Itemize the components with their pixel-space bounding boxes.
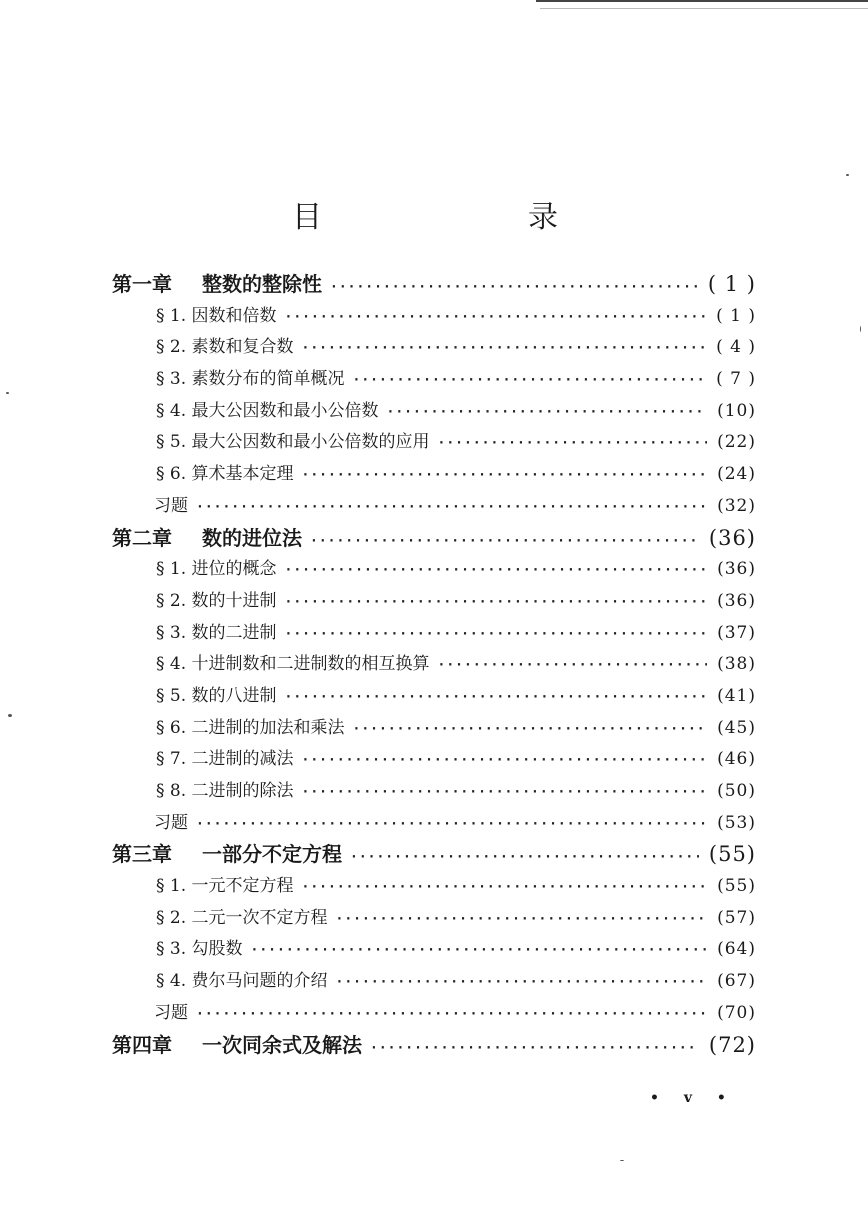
table-of-contents	[112, 269, 756, 1061]
toc-page-number: (38)	[717, 654, 756, 675]
toc-section-row	[112, 649, 756, 681]
toc-section-row	[112, 554, 756, 586]
toc-section-row	[112, 966, 756, 998]
toc-page-number: (22)	[717, 432, 756, 453]
dot-leader	[353, 365, 707, 397]
toc-entry-title: § 2. 二元一次不定方程	[156, 907, 328, 928]
dot-leader	[285, 587, 708, 619]
toc-entry-title: 习题	[154, 1002, 188, 1023]
toc-page-number: (57)	[717, 907, 756, 928]
toc-section-row	[112, 681, 756, 713]
toc-page-number: (55)	[717, 876, 756, 897]
toc-chapter-row	[112, 523, 756, 555]
page-title: 目 录	[292, 200, 646, 235]
toc-page-number: (72)	[708, 1032, 756, 1057]
scan-speck	[6, 392, 9, 394]
dot-leader	[302, 745, 708, 777]
toc-exercise-row	[112, 491, 756, 523]
toc-entry-title: § 3. 素数分布的简单概况	[156, 369, 345, 390]
toc-page-number: (53)	[717, 812, 756, 833]
dot-leader	[353, 714, 708, 746]
toc-section-row	[112, 364, 756, 396]
toc-page-number: (36)	[717, 590, 756, 611]
toc-section-row	[112, 332, 756, 364]
toc-section-row	[112, 396, 756, 428]
toc-entry-title: § 5. 最大公因数和最小公倍数的应用	[156, 432, 430, 453]
toc-exercise-row	[112, 808, 756, 840]
toc-entry-title: § 4. 十进制数和二进制数的相互换算	[156, 654, 430, 675]
toc-entry-title	[112, 523, 310, 555]
toc-section-row	[112, 586, 756, 618]
chapter-title: 一次同余式及解法	[202, 1032, 362, 1057]
toc-entry-title: § 2. 素数和复合数	[156, 337, 294, 358]
chapter-number: 第二章	[112, 525, 172, 550]
toc-chapter-row	[112, 1030, 756, 1062]
toc-section-row	[112, 713, 756, 745]
dot-leader	[330, 272, 698, 304]
toc-page-number: (45)	[717, 717, 756, 738]
dot-leader	[302, 333, 707, 365]
dot-leader	[196, 492, 707, 524]
toc-page-number: (36)	[708, 525, 756, 550]
toc-entry-title	[112, 839, 350, 871]
dot-leader	[196, 999, 707, 1031]
dot-leader	[336, 967, 708, 999]
toc-section-row	[112, 903, 756, 935]
toc-entry-title	[112, 269, 330, 301]
toc-page-number: (41)	[717, 685, 756, 706]
toc-entry-title: § 5. 数的八进制	[156, 685, 277, 706]
top-edge-rule-faint	[540, 8, 868, 9]
toc-page-number: ( 4 )	[716, 337, 756, 358]
toc-entry-title: § 6. 二进制的加法和乘法	[156, 717, 345, 738]
toc-page-number: (24)	[717, 464, 756, 485]
dot-leader	[285, 302, 707, 334]
top-edge-rule	[536, 0, 868, 2]
toc-section-row	[112, 427, 756, 459]
toc-page-number: ( 1 )	[707, 272, 756, 296]
toc-page-number: (67)	[717, 971, 756, 992]
toc-page-number: (46)	[717, 749, 756, 770]
toc-page-number: (32)	[717, 495, 756, 516]
chapter-title: 整数的整除性	[202, 272, 322, 296]
toc-section-row	[112, 618, 756, 650]
toc-entry-title: § 1. 一元不定方程	[156, 876, 294, 897]
toc-page-number: (55)	[708, 842, 756, 867]
toc-entry-title: § 6. 算术基本定理	[156, 464, 294, 485]
chapter-number: 第三章	[112, 842, 172, 867]
toc-entry-title: § 1. 进位的概念	[156, 559, 277, 580]
toc-entry-title: § 7. 二进制的减法	[156, 749, 294, 770]
dot-leader	[302, 777, 708, 809]
chapter-title: 一部分不定方程	[202, 842, 342, 867]
dot-leader	[387, 397, 708, 429]
toc-entry-title: § 2. 数的十进制	[156, 590, 277, 611]
toc-entry-title: § 3. 数的二进制	[156, 622, 277, 643]
toc-page-number: (10)	[717, 400, 756, 421]
chapter-number: 第一章	[112, 272, 172, 296]
scan-speck	[620, 1160, 624, 1161]
toc-entry-title: 习题	[154, 495, 188, 516]
toc-page-number: (64)	[717, 939, 756, 960]
dot-leader	[285, 555, 708, 587]
toc-entry-title: § 4. 最大公因数和最小公倍数	[156, 400, 379, 421]
toc-page-number: (37)	[717, 622, 756, 643]
toc-section-row	[112, 934, 756, 966]
toc-page-number: ( 7 )	[716, 369, 756, 390]
dot-leader	[350, 842, 699, 874]
chapter-title: 数的进位法	[202, 525, 302, 550]
dot-leader	[285, 682, 708, 714]
toc-section-row	[112, 301, 756, 333]
toc-section-row	[112, 459, 756, 491]
toc-chapter-row	[112, 839, 756, 871]
dot-leader	[302, 460, 708, 492]
toc-page-number: (36)	[717, 559, 756, 580]
toc-section-row	[112, 744, 756, 776]
toc-entry-title: § 8. 二进制的除法	[156, 781, 294, 801]
scan-speck	[860, 326, 861, 332]
dot-leader	[310, 526, 699, 558]
dot-leader	[196, 809, 707, 841]
scan-speck	[846, 174, 849, 176]
toc-page-number: (50)	[717, 781, 756, 801]
toc-exercise-row	[112, 998, 756, 1030]
dot-leader	[251, 935, 708, 967]
toc-entry-title	[112, 1030, 370, 1062]
dot-leader	[336, 904, 708, 936]
toc-page-number: ( 1 )	[716, 305, 756, 326]
dot-leader	[370, 1033, 699, 1065]
toc-section-row	[112, 871, 756, 903]
toc-entry-title: § 4. 费尔马问题的介绍	[156, 971, 328, 992]
chapter-number: 第四章	[112, 1032, 172, 1057]
dot-leader	[285, 619, 708, 651]
toc-page-number: (70)	[717, 1002, 756, 1023]
toc-entry-title: § 3. 勾股数	[156, 939, 243, 960]
toc-entry-title: § 1. 因数和倍数	[156, 305, 277, 326]
page-number-footer: • v •	[650, 1090, 736, 1106]
dot-leader	[438, 428, 708, 460]
toc-chapter-row	[112, 269, 756, 301]
dot-leader	[302, 872, 708, 904]
toc-entry-title: 习题	[154, 812, 188, 833]
dot-leader	[438, 650, 708, 682]
toc-section-row	[112, 776, 756, 808]
scan-speck	[8, 714, 12, 717]
